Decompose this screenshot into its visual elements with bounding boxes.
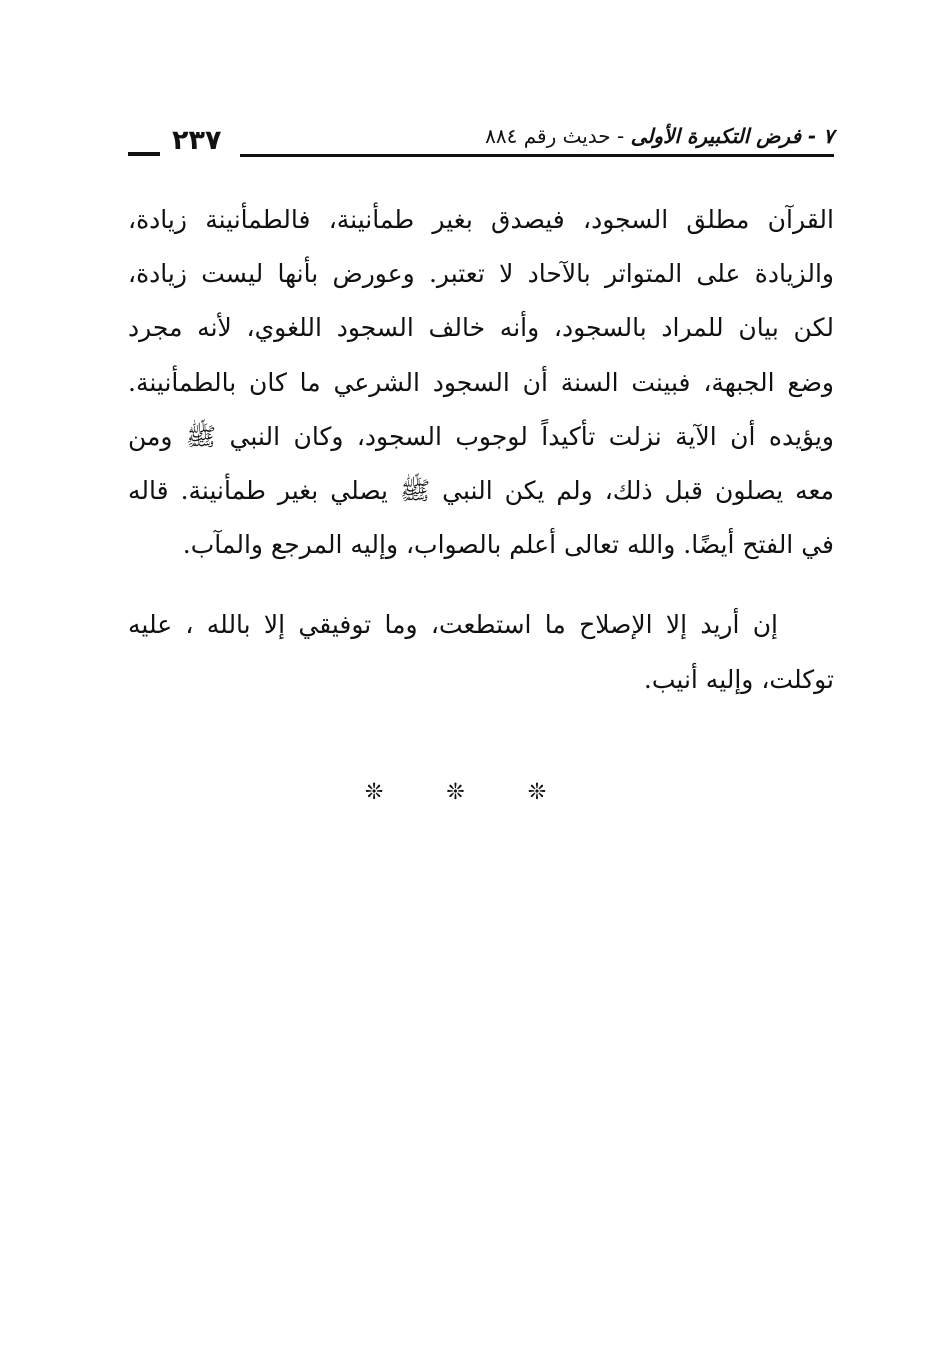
text-line: إن أريد إلا الإصلاح ما استطعت، وما توفيقي إلا بالله ، عليه	[128, 610, 778, 640]
header-rule	[240, 154, 834, 157]
page-number-dash	[128, 152, 160, 156]
title-separator: -	[610, 124, 631, 148]
text-line: ويؤيده أن الآية نزلت تأكيداً لوجوب السجود، وكان النبي ﷺ ومن	[128, 421, 834, 451]
text-line: والزيادة على المتواتر بالآحاد لا تعتبر. وعورض بأنها ليست زيادة،	[128, 259, 834, 289]
paragraph	[128, 193, 834, 572]
page-header	[128, 118, 834, 162]
hadith-number: حديث رقم ٨٨٤	[485, 124, 611, 148]
text-line: معه يصلون قبل ذلك، ولم يكن النبي ﷺ يصلي بغير طمأنينة. قاله	[128, 475, 834, 505]
body-text	[128, 193, 834, 707]
text-line: وضع الجبهة، فبينت السنة أن السجود الشرعي ما كان بالطمأنينة.	[128, 367, 834, 397]
text-line: في الفتح أيضًا. والله تعالى أعلم بالصواب، وإليه المرجع والمآب.	[182, 530, 834, 560]
text-line: توكلت، وإليه أنيب.	[643, 664, 834, 694]
paragraph	[128, 598, 834, 706]
page-number: ٢٣٧	[172, 125, 222, 156]
text-line: لكن بيان للمراد بالسجود، وأنه خالف السجود اللغوي، لأنه مجرد	[128, 313, 834, 343]
section-ornament: ❊ ❊ ❊	[364, 780, 575, 805]
chapter-title: ٧ - فرض التكبيرة الأولى	[630, 124, 834, 148]
running-title	[485, 122, 834, 150]
text-line: القرآن مطلق السجود، فيصدق بغير طمأنينة، فالطمأنينة زيادة،	[128, 205, 834, 234]
